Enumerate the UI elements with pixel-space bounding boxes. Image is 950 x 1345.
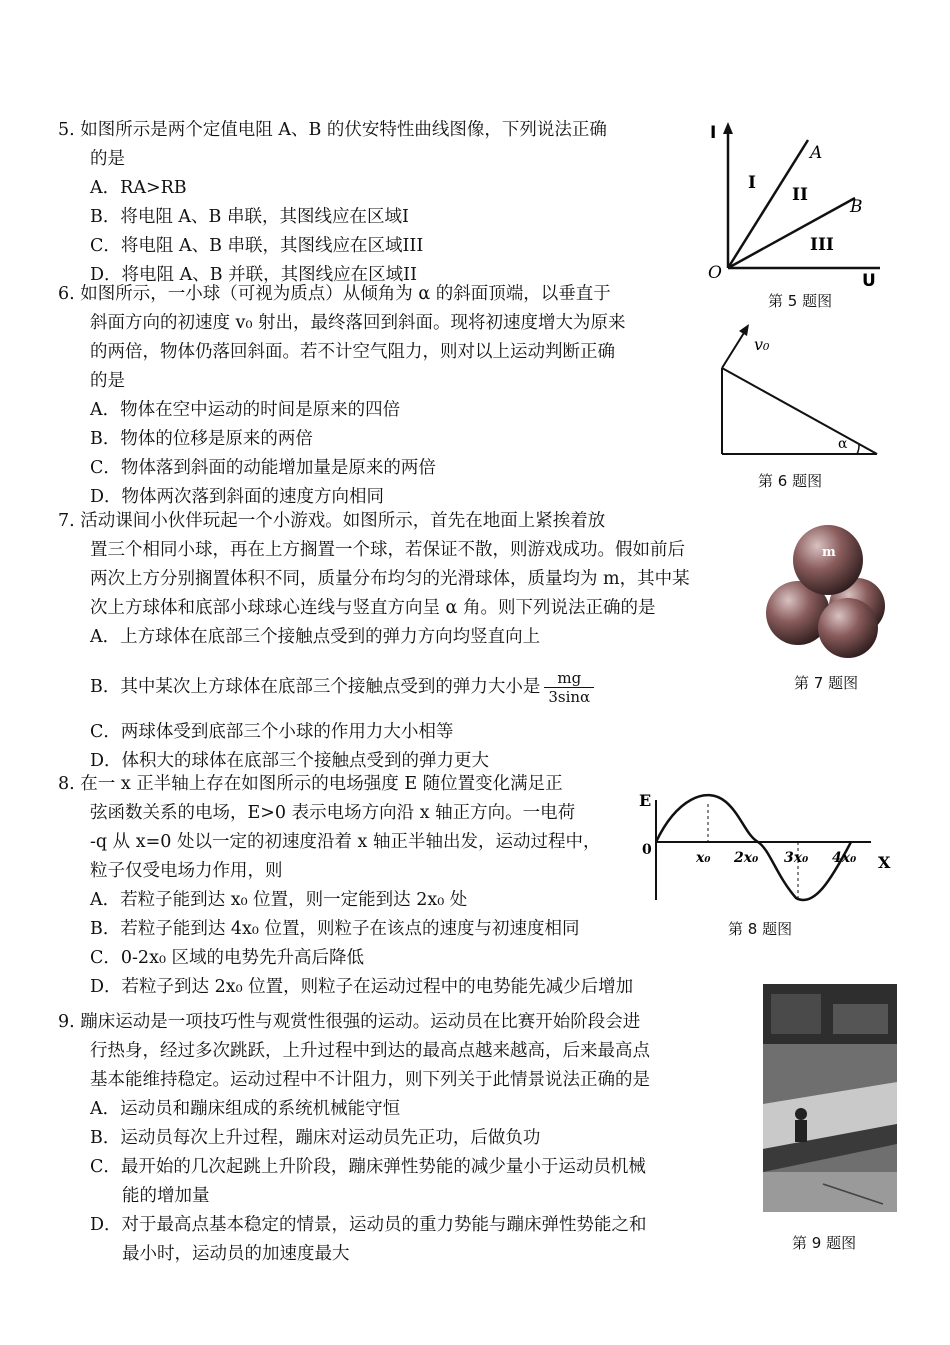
q6-stem-3: 的两倍，物体仍落回斜面。若不计空气阻力，则对以上运动判断正确 [90, 342, 615, 362]
q6-label-v0: v₀ [754, 335, 770, 354]
q5-i-arrow [723, 122, 733, 134]
q5-line-b [728, 198, 855, 268]
q5-region-1: I [748, 173, 756, 193]
q7-fraction-denominator: 3sinα [548, 688, 591, 706]
q5-label-u: U [862, 271, 876, 291]
q9-option-a: A．运动员和蹦床组成的系统机械能守恒 [90, 1099, 401, 1119]
q6-option-b: B．物体的位移是原来的两倍 [90, 429, 313, 449]
q7-caption: 第 7 题图 [794, 674, 859, 692]
q7-option-a: A．上方球体在底部三个接触点受到的弹力方向均竖直向上 [90, 627, 541, 647]
q8-label-x: X [878, 853, 891, 872]
q5-label-i: I [710, 123, 717, 143]
q9-person-head [795, 1108, 807, 1120]
q8-tick-x0: x₀ [696, 850, 711, 866]
q5-iu-graph [700, 118, 890, 293]
question-7 [58, 507, 690, 776]
q9-caption: 第 9 题图 [792, 1234, 857, 1252]
q8-caption: 第 8 题图 [728, 920, 793, 938]
q5-option-a: A．RA>RB [90, 178, 187, 198]
q5-stem-1: 5. 如图所示是两个定值电阻 A、B 的伏安特性曲线图像，下列说法正确 [58, 120, 607, 140]
q6-angle-arc [857, 444, 859, 454]
q6-option-d: D．物体两次落到斜面的速度方向相同 [90, 487, 385, 507]
q9-option-d-1: D．对于最高点基本稳定的情景，运动员的重力势能与蹦床弹性势能之和 [90, 1215, 647, 1235]
q8-label-origin: 0 [642, 842, 652, 858]
q7-balls-photo [762, 518, 892, 658]
q8-label-e: E [639, 791, 652, 810]
q9-stem-1: 9. 蹦床运动是一项技巧性与观赏性很强的运动。运动员在比赛开始阶段会进 [58, 1012, 641, 1032]
q6-velocity-arrow [722, 328, 747, 368]
q5-label-b: B [850, 197, 863, 217]
q7-bottom-ball-right [818, 598, 878, 658]
q8-tick-2x0: 2x₀ [734, 850, 759, 866]
q6-incline-figure [712, 320, 892, 460]
q9-photo-floor [763, 1172, 897, 1212]
q5-region-2: II [792, 185, 808, 205]
q8-option-d: D．若粒子到达 2x₀ 位置，则粒子在运动过程中的电势能先减少后增加 [90, 977, 634, 997]
q7-label-m: m [822, 545, 836, 560]
q7-stem-4: 次上方球体和底部小球球心连线与竖直方向呈 α 角。则下列说法正确的是 [90, 598, 656, 618]
q7-top-ball [793, 525, 863, 595]
q5-label-o: O [708, 263, 722, 283]
q9-trampoline-photo [763, 984, 897, 1212]
q9-photo-wall [833, 1004, 888, 1034]
q9-person-body [795, 1120, 807, 1142]
q9-stem-2: 行热身，经过多次跳跃，上升过程中到达的最高点越来越高，后来最高点 [90, 1041, 650, 1061]
q9-option-b: B．运动员每次上升过程，蹦床对运动员先正功，后做负功 [90, 1128, 541, 1148]
q6-stem-2: 斜面方向的初速度 v₀ 射出，最终落回到斜面。现将初速度增大为原来 [90, 313, 626, 333]
q7-option-c: C．两球体受到底部三个小球的作用力大小相等 [90, 722, 454, 742]
q8-option-c: C．0-2x₀ 区域的电势先升高后降低 [90, 948, 365, 968]
question-9 [58, 1008, 650, 1269]
q7-option-b [58, 666, 690, 708]
q6-incline-slope [722, 368, 877, 454]
q8-option-a: A．若粒子能到达 x₀ 位置，则一定能到达 2x₀ 处 [90, 890, 468, 910]
q5-option-d: D．将电阻 A、B 并联，其图线应在区域II [90, 265, 417, 285]
q7-stem-2: 置三个相同小球，再在上方搁置一个球，若保证不散，则游戏成功。假如前后 [90, 540, 685, 560]
q6-option-c: C．物体落到斜面的动能增加量是原来的两倍 [90, 458, 436, 478]
q9-stem-3: 基本能维持稳定。运动过程中不计阻力，则下列关于此情景说法正确的是 [90, 1070, 650, 1090]
q8-option-b: B．若粒子能到达 4x₀ 位置，则粒子在该点的速度与初速度相同 [90, 919, 580, 939]
q6-caption: 第 6 题图 [758, 472, 823, 490]
q7-stem-1: 7. 活动课间小伙伴玩起一个小游戏。如图所示，首先在地面上紧挨着放 [58, 511, 606, 531]
q9-option-d-2: 最小时，运动员的加速度最大 [122, 1244, 350, 1264]
q9-photo-stand [771, 994, 821, 1034]
q5-stem-2: 的是 [90, 149, 125, 169]
q7-stem-3: 两次上方分别搁置体积不同，质量分布均匀的光滑球体，质量均为 m，其中某 [90, 569, 690, 589]
question-6 [58, 280, 626, 512]
q6-stem-1: 6. 如图所示，一小球（可视为质点）从倾角为 α 的斜面顶端，以垂直于 [58, 284, 611, 304]
q5-option-b: B．将电阻 A、B 串联，其图线应在区域I [90, 207, 409, 227]
q7-option-b-fraction [544, 669, 594, 706]
q6-label-alpha: α [838, 436, 848, 452]
question-5 [58, 116, 607, 290]
question-8 [58, 770, 633, 1002]
q7-fraction-numerator: mg [544, 669, 594, 688]
q8-stem-1: 8. 在一 x 正半轴上存在如图所示的电场强度 E 随位置变化满足正 [58, 774, 563, 794]
q9-option-c-1: C．最开始的几次起跳上升阶段，蹦床弹性势能的减少量小于运动员机械 [90, 1157, 646, 1177]
q7-option-d: D．体积大的球体在底部三个接触点受到的弹力更大 [90, 751, 490, 771]
q6-stem-4: 的是 [90, 371, 125, 391]
q9-option-c-2: 能的增加量 [122, 1186, 210, 1206]
q8-stem-4: 粒子仅受电场力作用，则 [90, 861, 283, 881]
q8-stem-3: -q 从 x=0 处以一定的初速度沿着 x 轴正半轴出发，运动过程中， [90, 832, 601, 852]
q8-tick-3x0: 3x₀ [784, 850, 809, 866]
q8-sine-curve [656, 795, 851, 900]
q5-region-3: III [810, 235, 834, 255]
q8-tick-4x0: 4x₀ [832, 850, 857, 866]
q8-e-x-graph [636, 790, 896, 910]
q7-option-b-text: B．其中某次上方球体在底部三个接触点受到的弹力大小是 [90, 677, 541, 697]
q5-label-a: A [810, 143, 823, 163]
q6-option-a: A．物体在空中运动的时间是原来的四倍 [90, 400, 401, 420]
q8-stem-2: 弦函数关系的电场，E>0 表示电场方向沿 x 轴正方向。一电荷 [90, 803, 576, 823]
q5-option-c: C．将电阻 A、B 串联，其图线应在区域III [90, 236, 424, 256]
q5-caption: 第 5 题图 [768, 292, 833, 310]
